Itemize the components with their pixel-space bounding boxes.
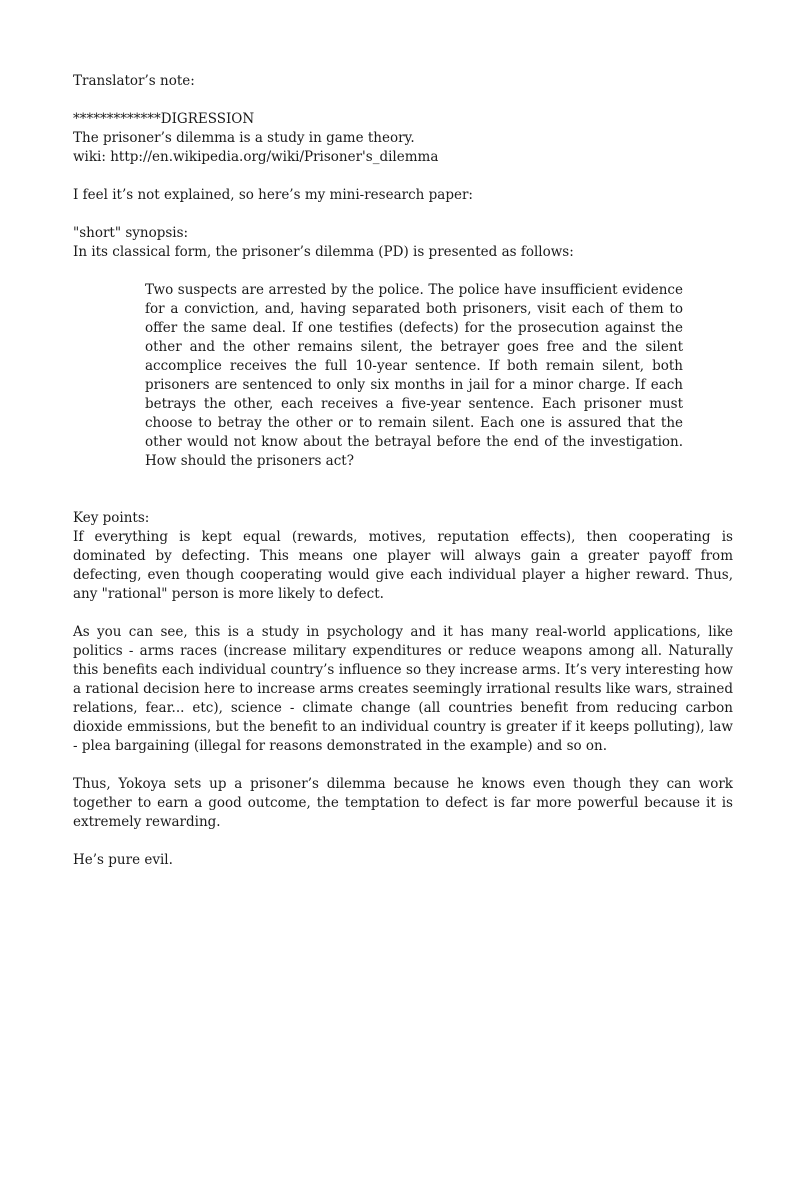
spacer [73,471,733,509]
synopsis-label: "short" synopsis: [73,225,189,241]
spacer [73,167,733,186]
translator-note-page [73,72,733,870]
spacer [73,205,733,224]
digression-header: *************DIGRESSION [73,111,255,127]
spacer [73,91,733,110]
spacer [73,832,733,851]
synopsis-intro: In its classical form, the prisoner’s dilemma (PD) is presented as follows: [73,244,574,260]
dilemma-block-quote: Two suspects are arrested by the police. The police have insufficient evidence for a conviction, and, having separated both prisoners, visit each of them to offer the same deal. If one testifies (defects) for the prosecution against the other and the other remains silent, the betrayer goes free and the silent accomplice receives the full 10-year sentence. If both remain silent, both prisoners are sentenced to only six months in jail for a minor charge. If each betrays the other, each receives a five-year sentence. Each prisoner must choose to betray the other or to remain silent. Each one is assured that the other would not know about the betrayal before the end of the investigation. How should the prisoners act? [145,282,683,469]
spacer [73,262,733,281]
yokoya-paragraph: Thus, Yokoya sets up a prisoner’s dilemma because he knows even though they can work together to earn a good outcome, the temptation to defect is far more powerful because it is extremely rewarding. [73,776,733,830]
intro-line: The prisoner’s dilemma is a study in game theory. [73,130,415,146]
spacer [73,604,733,623]
spacer [73,756,733,775]
note-heading: Translator’s note: [73,73,195,89]
applications-paragraph: As you can see, this is a study in psychology and it has many real-world applications, like politics - arms races (increase military expenditures or reduce weapons among all. Naturally this benefits each individual country’s influence so they increase arms. It’s very interesting how a rational decision here to increase arms creates seemingly irrational results like wars, strained relations, fear... etc), science - climate change (all countries benefit from reducing carbon dioxide emmissions, but the benefit to an individual country is greater if it keeps polluting), law - plea bargaining (illegal for reasons demonstrated in the example) and so on. [73,624,733,754]
key-points-label: Key points: [73,510,150,526]
closing-line: He’s pure evil. [73,852,173,868]
wiki-line: wiki: http://en.wikipedia.org/wiki/Prisoner's_dilemma [73,149,439,165]
feel-line: I feel it’s not explained, so here’s my mini-research paper: [73,187,473,203]
key-points-paragraph: If everything is kept equal (rewards, motives, reputation effects), then cooperating is dominated by defecting. This means one player will always gain a greater payoff from defecting, even though cooperating would give each individual player a higher reward. Thus, any "rational" person is more likely to defect. [73,529,733,602]
